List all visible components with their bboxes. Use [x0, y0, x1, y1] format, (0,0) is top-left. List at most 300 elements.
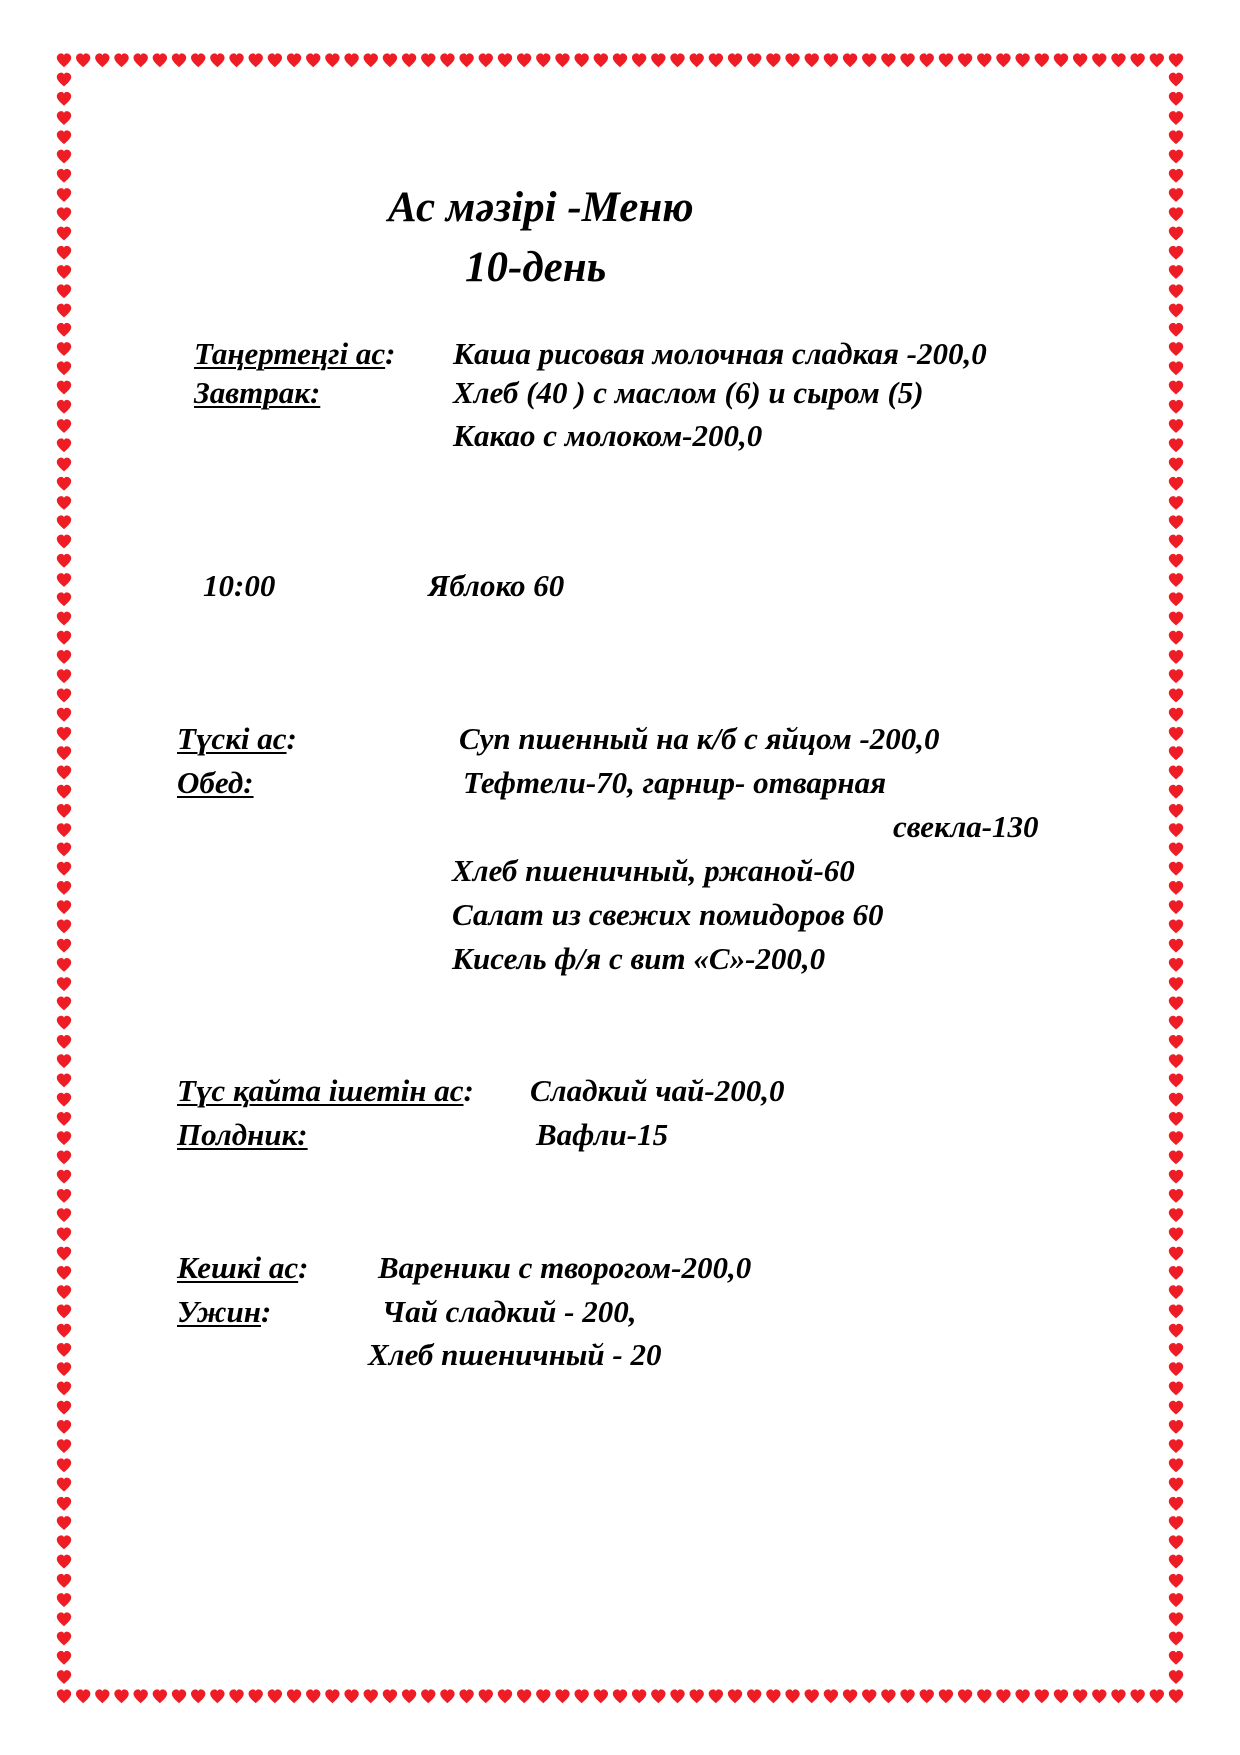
afternoon-item: Вафли-15: [536, 1117, 669, 1152]
heart-icon: [57, 1150, 71, 1164]
lunch-item: свекла-130: [893, 809, 1039, 844]
heart-icon: [1169, 1555, 1183, 1569]
afternoon-item: Сладкий чай-200,0: [530, 1073, 785, 1108]
heart-icon: [651, 1689, 665, 1703]
heart-icon: [57, 631, 71, 645]
heart-icon: [1169, 727, 1183, 741]
heart-icon: [1054, 53, 1068, 67]
heart-icon: [613, 1689, 627, 1703]
heart-icon: [344, 53, 358, 67]
heart-icon: [229, 53, 243, 67]
heart-icon: [728, 1689, 742, 1703]
heart-icon: [325, 1689, 339, 1703]
heart-icon: [958, 1689, 972, 1703]
heart-icon: [191, 1689, 205, 1703]
heart-icon: [210, 1689, 224, 1703]
heart-icon: [1169, 746, 1183, 760]
heart-icon: [57, 419, 71, 433]
heart-icon: [920, 53, 934, 67]
heart-icon: [76, 53, 90, 67]
heart-icon: [57, 1632, 71, 1646]
heart-icon: [57, 650, 71, 664]
heart-icon: [1169, 804, 1183, 818]
afternoon-label-kz: [177, 1073, 474, 1109]
heart-icon: [57, 73, 71, 87]
heart-icon: [1111, 53, 1125, 67]
heart-icon: [1169, 1227, 1183, 1241]
lunch-item: Тефтели-70, гарнир- отварная: [463, 765, 887, 800]
heart-icon: [536, 1689, 550, 1703]
heart-icon: [1169, 207, 1183, 221]
heart-icon: [57, 227, 71, 241]
heart-icon: [57, 1458, 71, 1472]
heart-icon: [459, 53, 473, 67]
heart-icon: [210, 53, 224, 67]
heart-icon: [1015, 53, 1029, 67]
heart-icon: [57, 111, 71, 125]
heart-icon: [364, 1689, 378, 1703]
heart-icon: [249, 53, 263, 67]
heart-icon: [1169, 1497, 1183, 1511]
heart-icon: [498, 53, 512, 67]
heart-icon: [1169, 958, 1183, 972]
heart-icon: [1169, 823, 1183, 837]
heart-icon: [1169, 1208, 1183, 1222]
heart-icon: [133, 1689, 147, 1703]
breakfast-item: Какао с молоком-200,0: [453, 418, 763, 453]
heart-icon: [670, 53, 684, 67]
heart-icon: [1169, 631, 1183, 645]
heart-icon: [57, 1555, 71, 1569]
heart-icon: [1169, 535, 1183, 549]
heart-icon: [57, 400, 71, 414]
heart-icon: [498, 1689, 512, 1703]
heart-icon: [57, 939, 71, 953]
heart-icon: [747, 53, 761, 67]
heart-icon: [57, 1612, 71, 1626]
heart-icon: [57, 438, 71, 452]
heart-icon: [1169, 1535, 1183, 1549]
heart-icon: [1169, 284, 1183, 298]
heart-icon: [191, 53, 205, 67]
heart-icon: [57, 920, 71, 934]
heart-icon: [555, 1689, 569, 1703]
heart-icon: [1169, 361, 1183, 375]
heart-icon: [1169, 997, 1183, 1011]
heart-icon: [766, 53, 780, 67]
snack-item: Яблоко 60: [428, 568, 565, 603]
heart-icon: [1169, 1574, 1183, 1588]
heart-icon: [996, 53, 1010, 67]
heart-icon: [1169, 766, 1183, 780]
heart-icon: [709, 1689, 723, 1703]
heart-icon: [1169, 477, 1183, 491]
heart-icon: [939, 53, 953, 67]
heart-icon: [1169, 920, 1183, 934]
heart-icon: [402, 1689, 416, 1703]
heart-icon: [805, 1689, 819, 1703]
heart-icon: [172, 1689, 186, 1703]
heart-icon: [1169, 977, 1183, 991]
heart-icon: [268, 1689, 282, 1703]
heart-icon: [383, 1689, 397, 1703]
heart-icon: [1169, 150, 1183, 164]
lunch-item: Кисель ф/я с вит «С»-200,0: [452, 941, 826, 976]
heart-icon: [594, 1689, 608, 1703]
heart-icon: [229, 1689, 243, 1703]
heart-icon: [689, 53, 703, 67]
heart-icon: [1169, 1266, 1183, 1280]
heart-icon: [574, 1689, 588, 1703]
heart-icon: [1169, 573, 1183, 587]
breakfast-item: Каша рисовая молочная сладкая -200,0: [453, 336, 987, 371]
heart-icon: [57, 1324, 71, 1338]
heart-icon: [57, 1535, 71, 1549]
heart-icon: [57, 284, 71, 298]
heart-icon: [1169, 708, 1183, 722]
heart-icon: [57, 612, 71, 626]
heart-icon: [57, 804, 71, 818]
heart-icon: [1169, 862, 1183, 876]
heart-icon: [1169, 1150, 1183, 1164]
heart-icon: [1169, 1324, 1183, 1338]
heart-icon: [57, 130, 71, 144]
heart-icon: [306, 1689, 320, 1703]
heart-icon: [57, 342, 71, 356]
heart-icon: [57, 727, 71, 741]
heart-icon: [440, 1689, 454, 1703]
heart-icon: [1169, 1458, 1183, 1472]
heart-icon: [57, 746, 71, 760]
heart-icon: [1111, 1689, 1125, 1703]
heart-icon: [57, 766, 71, 780]
heart-icon: [57, 1478, 71, 1492]
heart-icon: [824, 53, 838, 67]
heart-icon: [57, 1670, 71, 1684]
heart-icon: [1169, 1131, 1183, 1145]
heart-icon: [1169, 1112, 1183, 1126]
heart-icon: [1015, 1689, 1029, 1703]
heart-icon: [1169, 227, 1183, 241]
heart-icon: [824, 1689, 838, 1703]
heart-icon: [785, 53, 799, 67]
heart-icon: [57, 535, 71, 549]
heart-icon: [287, 53, 301, 67]
heart-icon: [153, 53, 167, 67]
heart-icon: [1169, 1304, 1183, 1318]
heart-icon: [364, 53, 378, 67]
heart-icon: [805, 53, 819, 67]
lunch-label-ru: Обед:: [177, 765, 254, 800]
breakfast-label-ru: Завтрак:: [194, 375, 321, 410]
heart-icon: [555, 53, 569, 67]
heart-icon: [1169, 612, 1183, 626]
heart-icon: [1150, 53, 1164, 67]
heart-icon: [57, 1651, 71, 1665]
heart-icon: [1169, 1093, 1183, 1107]
heart-icon: [57, 881, 71, 895]
heart-icon: [57, 1574, 71, 1588]
heart-icon: [900, 53, 914, 67]
heart-icon: [843, 53, 857, 67]
heart-icon: [57, 1343, 71, 1357]
afternoon-label-kz-colon: :: [463, 1073, 474, 1108]
heart-icon: [440, 53, 454, 67]
heart-icon: [881, 53, 895, 67]
heart-icon: [996, 1689, 1010, 1703]
heart-icon: [1169, 496, 1183, 510]
heart-icon: [95, 53, 109, 67]
heart-icon: [57, 207, 71, 221]
heart-icon: [268, 53, 282, 67]
heart-icon: [1169, 53, 1183, 67]
heart-icon: [1169, 650, 1183, 664]
heart-icon: [1169, 1632, 1183, 1646]
heart-icon: [1150, 1689, 1164, 1703]
heart-icon: [1169, 554, 1183, 568]
heart-icon: [421, 53, 435, 67]
heart-icon: [632, 53, 646, 67]
heart-icon: [1073, 53, 1087, 67]
heart-icon: [57, 188, 71, 202]
heart-icon: [785, 1689, 799, 1703]
heart-icon: [594, 53, 608, 67]
heart-icon: [421, 1689, 435, 1703]
heart-icon: [1169, 1478, 1183, 1492]
heart-icon: [1169, 881, 1183, 895]
afternoon-label-kz-text: Түс қайта ішетін ас: [177, 1073, 464, 1108]
lunch-item: Хлеб пшеничный, ржаной-60: [452, 853, 855, 888]
heart-icon: [57, 1093, 71, 1107]
heart-icon: [766, 1689, 780, 1703]
heart-icon: [1169, 1689, 1183, 1703]
heart-icon: [574, 53, 588, 67]
dinner-item: Вареники с творогом-200,0: [378, 1250, 752, 1285]
heart-icon: [709, 53, 723, 67]
heart-icon: [57, 1189, 71, 1203]
heart-icon: [862, 53, 876, 67]
heart-icon: [517, 53, 531, 67]
heart-icon: [479, 1689, 493, 1703]
breakfast-label-kz-colon: :: [385, 336, 396, 371]
heart-icon: [1169, 1035, 1183, 1049]
heart-icon: [1169, 1016, 1183, 1030]
heart-icon: [1169, 188, 1183, 202]
heart-icon: [1169, 458, 1183, 472]
lunch-label-kz-colon: :: [286, 721, 297, 756]
heart-icon: [689, 1689, 703, 1703]
heart-icon: [1092, 1689, 1106, 1703]
heart-icon: [1169, 592, 1183, 606]
heart-icon: [57, 708, 71, 722]
heart-icon: [1169, 381, 1183, 395]
heart-icon: [1035, 53, 1049, 67]
heart-icon: [249, 1689, 263, 1703]
heart-icon: [1169, 515, 1183, 529]
heart-icon: [114, 1689, 128, 1703]
heart-icon: [57, 169, 71, 183]
heart-icon: [1169, 73, 1183, 87]
heart-icon: [1169, 1612, 1183, 1626]
heart-icon: [383, 53, 397, 67]
heart-icon: [747, 1689, 761, 1703]
heart-icon: [57, 1247, 71, 1261]
heart-icon: [57, 1266, 71, 1280]
heart-icon: [57, 477, 71, 491]
heart-icon: [1169, 1362, 1183, 1376]
heart-icon: [57, 1035, 71, 1049]
heart-icon: [76, 1689, 90, 1703]
heart-icon: [1169, 1247, 1183, 1261]
heart-icon: [459, 1689, 473, 1703]
heart-icon: [57, 1401, 71, 1415]
heart-icon: [114, 53, 128, 67]
heart-icon: [57, 246, 71, 260]
heart-icon: [1169, 1189, 1183, 1203]
heart-icon: [57, 1054, 71, 1068]
heart-icon: [57, 1439, 71, 1453]
breakfast-label-kz-text: Таңертеңгі ас: [194, 336, 386, 371]
heart-icon: [1169, 1054, 1183, 1068]
heart-icon: [57, 843, 71, 857]
heart-icon: [1035, 1689, 1049, 1703]
heart-icon: [1169, 304, 1183, 318]
heart-icon: [57, 862, 71, 876]
heart-icon: [1169, 323, 1183, 337]
heart-icon: [57, 1420, 71, 1434]
heart-icon: [57, 496, 71, 510]
heart-icon: [517, 1689, 531, 1703]
heart-icon: [57, 1285, 71, 1299]
heart-icon: [1169, 169, 1183, 183]
heart-icon: [1169, 111, 1183, 125]
dinner-label-ru-text: Ужин: [177, 1294, 261, 1329]
breakfast-label-kz: [194, 336, 395, 372]
heart-icon: [344, 1689, 358, 1703]
heart-icon: [57, 669, 71, 683]
heart-icon: [1169, 419, 1183, 433]
title-line-1: Ас мәзірі -Меню: [388, 184, 694, 231]
heart-icon: [1169, 1593, 1183, 1607]
heart-icon: [57, 1170, 71, 1184]
heart-icon: [57, 1516, 71, 1530]
heart-icon: [57, 1304, 71, 1318]
heart-icon: [1169, 1285, 1183, 1299]
heart-icon: [95, 1689, 109, 1703]
heart-icon: [57, 592, 71, 606]
heart-icon: [1169, 1439, 1183, 1453]
heart-icon: [133, 53, 147, 67]
heart-icon: [57, 1016, 71, 1030]
breakfast-item: Хлеб (40 ) с маслом (6) и сыром (5): [453, 375, 924, 410]
heart-icon: [402, 53, 416, 67]
heart-icon: [57, 361, 71, 375]
heart-icon: [920, 1689, 934, 1703]
heart-icon: [153, 1689, 167, 1703]
heart-icon: [1169, 1073, 1183, 1087]
heart-icon: [1130, 53, 1144, 67]
lunch-label-kz: [177, 721, 297, 757]
heart-icon: [325, 53, 339, 67]
heart-icon: [57, 304, 71, 318]
heart-icon: [1169, 130, 1183, 144]
heart-icon: [1169, 1670, 1183, 1684]
heart-icon: [57, 689, 71, 703]
heart-icon: [1169, 900, 1183, 914]
heart-icon: [57, 1208, 71, 1222]
heart-icon: [57, 53, 71, 67]
heart-icon: [651, 53, 665, 67]
heart-icon: [57, 323, 71, 337]
dinner-item: Хлеб пшеничный - 20: [368, 1337, 662, 1372]
heart-icon: [881, 1689, 895, 1703]
dinner-label-kz-colon: :: [298, 1250, 309, 1285]
heart-icon: [57, 958, 71, 972]
afternoon-label-ru: Полдник:: [177, 1117, 308, 1152]
heart-icon: [900, 1689, 914, 1703]
dinner-label-kz-text: Кешкі ас: [177, 1250, 299, 1285]
heart-icon: [843, 1689, 857, 1703]
title-line-2: 10-день: [465, 244, 607, 291]
heart-icon: [57, 1593, 71, 1607]
heart-icon: [1169, 1651, 1183, 1665]
heart-icon: [57, 1227, 71, 1241]
heart-icon: [728, 53, 742, 67]
dinner-label-ru: [177, 1294, 271, 1330]
heart-icon: [1054, 1689, 1068, 1703]
dinner-item: Чай сладкий - 200,: [382, 1294, 637, 1329]
heart-icon: [632, 1689, 646, 1703]
heart-icon: [1169, 400, 1183, 414]
heart-icon: [1130, 1689, 1144, 1703]
heart-icon: [57, 1362, 71, 1376]
heart-icon: [1169, 1420, 1183, 1434]
heart-icon: [613, 53, 627, 67]
heart-icon: [1092, 53, 1106, 67]
heart-icon: [670, 1689, 684, 1703]
heart-icon: [1169, 1401, 1183, 1415]
dinner-label-kz: [177, 1250, 309, 1286]
heart-icon: [287, 1689, 301, 1703]
heart-icon: [57, 1497, 71, 1511]
heart-icon: [1169, 246, 1183, 260]
heart-icon: [479, 53, 493, 67]
heart-icon: [57, 458, 71, 472]
heart-icon: [57, 381, 71, 395]
heart-icon: [1073, 1689, 1087, 1703]
heart-icon: [57, 997, 71, 1011]
heart-icon: [1169, 669, 1183, 683]
heart-icon: [57, 150, 71, 164]
heart-icon: [57, 1073, 71, 1087]
heart-icon: [57, 785, 71, 799]
heart-icon: [1169, 438, 1183, 452]
heart-icon: [1169, 1170, 1183, 1184]
heart-icon: [977, 53, 991, 67]
heart-icon: [536, 53, 550, 67]
heart-icon: [977, 1689, 991, 1703]
heart-icon: [1169, 92, 1183, 106]
heart-icon: [306, 53, 320, 67]
heart-icon: [172, 53, 186, 67]
heart-icon: [57, 1131, 71, 1145]
heart-icon: [57, 573, 71, 587]
heart-icon: [57, 900, 71, 914]
heart-icon: [57, 92, 71, 106]
dinner-label-ru-colon: :: [261, 1294, 272, 1329]
heart-icon: [57, 265, 71, 279]
heart-icon: [1169, 1343, 1183, 1357]
